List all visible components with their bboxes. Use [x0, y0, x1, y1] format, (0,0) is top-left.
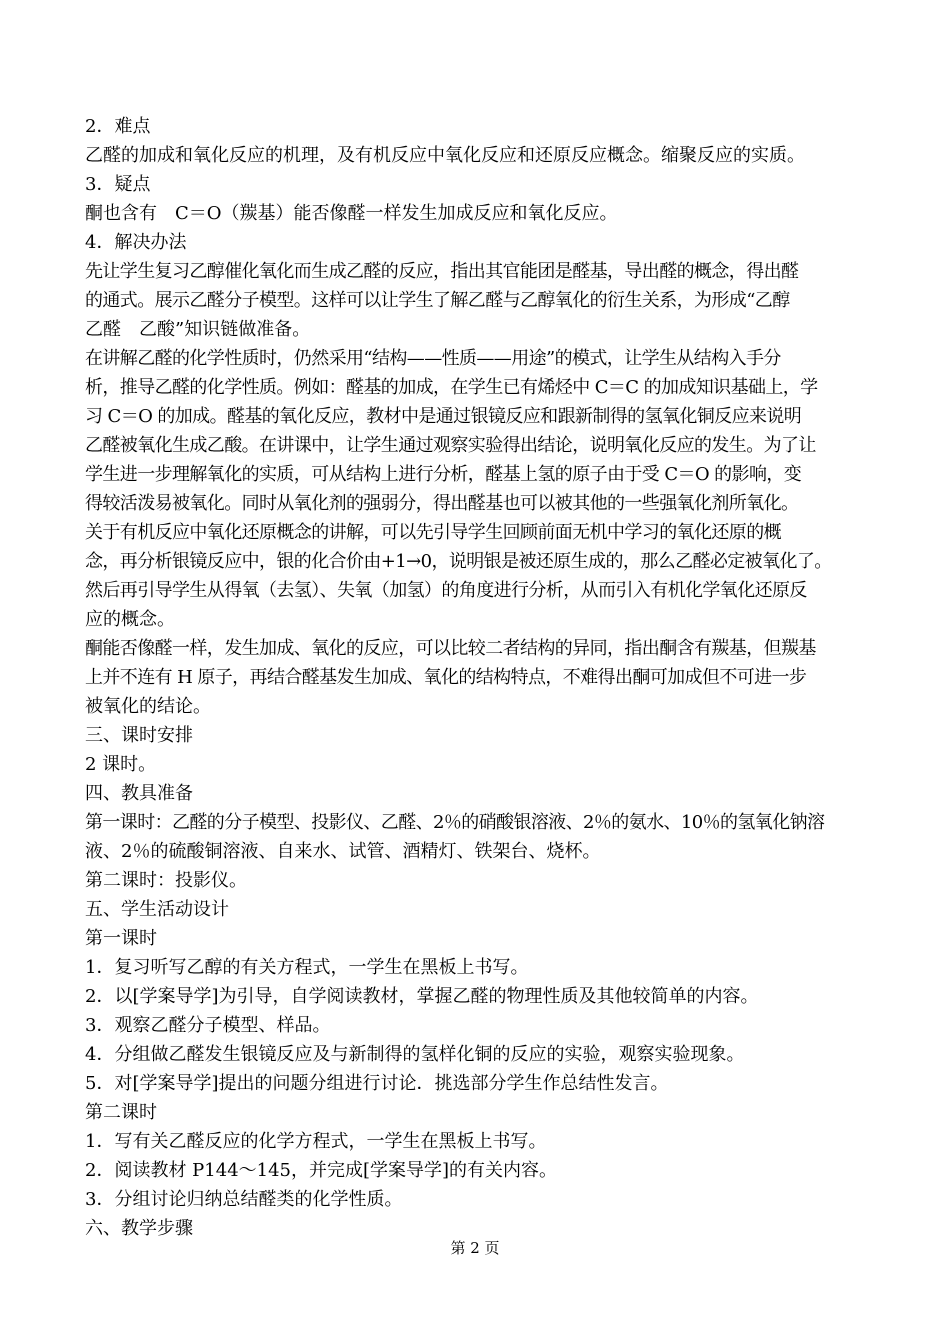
text-line: 酮也含有 C＝O（羰基）能否像醛一样发生加成反应和氧化反应。	[85, 203, 618, 224]
text-line: 2 课时。	[85, 754, 157, 775]
text-line: 的通式。展示乙醛分子模型。这样可以让学生了解乙醛与乙醇氧化的衍生关系，为形成“乙醇	[85, 290, 790, 311]
subsection-heading: 第一课时	[85, 928, 157, 949]
text-line: 乙醛被氧化生成乙酸。在讲课中，让学生通过观察实验得出结论，说明氧化反应的发生。为了让	[85, 435, 816, 456]
section-heading: 三、课时安排	[85, 725, 193, 746]
list-item: 2．以[学案导学]为引导，自学阅读教材，掌握乙醛的物理性质及其他较简单的内容。	[85, 986, 759, 1007]
list-item: 3．分组讨论归纳总结醛类的化学性质。	[85, 1189, 403, 1210]
document-body	[85, 112, 867, 1243]
list-item: 1．写有关乙醛反应的化学方程式，一学生在黑板上书写。	[85, 1131, 547, 1152]
text-line: 2．难点	[85, 116, 151, 137]
text-line: 习 C＝O 的加成。醛基的氧化反应，教材中是通过银镜反应和跟新制得的氢氧化铜反应来说明	[85, 406, 802, 427]
text-line: 乙醛 乙酸”知识链做准备。	[85, 319, 311, 340]
text-line: 第二课时：投影仪。	[85, 870, 247, 891]
text-line: 学生进一步理解氧化的实质，可从结构上进行分析，醛基上氢的原子由于受 C＝O 的影响，变	[85, 464, 802, 485]
text-line: 得较活泼易被氧化。同时从氧化剂的强弱分，得出醛基也可以被其他的一些强氧化剂所氧化。	[85, 493, 799, 514]
text-line: 析，推导乙醛的化学性质。例如：醛基的加成，在学生已有烯烃中 C＝C 的加成知识基础上，学	[85, 377, 818, 398]
text-line: 液、2％的硫酸铜溶液、自来水、试管、酒精灯、铁架台、烧杯。	[85, 841, 601, 862]
text-line: 关于有机反应中氧化还原概念的讲解，可以先引导学生回顾前面无机中学习的氧化还原的概	[85, 522, 781, 543]
section-heading: 五、学生活动设计	[85, 899, 229, 920]
text-line: 然后再引导学生从得氧（去氢）、失氧（加氢）的角度进行分析，从而引入有机化学氧化还原反	[85, 580, 807, 601]
text-line: 应的概念。	[85, 609, 175, 630]
text-line: 酮能否像醛一样，发生加成、氧化的反应，可以比较二者结构的异同，指出酮含有羰基，但羰基	[85, 638, 816, 659]
list-item: 1．复习听写乙醇的有关方程式，一学生在黑板上书写。	[85, 957, 529, 978]
list-item: 4．分组做乙醛发生银镜反应及与新制得的氢样化铜的反应的实验，观察实验现象。	[85, 1044, 745, 1065]
page-number: 第 2 页	[450, 1239, 500, 1257]
list-item: 5．对[学案导学]提出的问题分组进行讨论．挑选部分学生作总结性发言。	[85, 1073, 669, 1094]
section-heading: 四、教具准备	[85, 783, 193, 804]
list-item: 3．观察乙醛分子模型、样品。	[85, 1015, 331, 1036]
text-line: 被氧化的结论。	[85, 696, 211, 717]
section-heading: 六、教学步骤	[85, 1218, 193, 1239]
text-line: 4．解决办法	[85, 232, 187, 253]
text-line: 第一课时：乙醛的分子模型、投影仪、乙醛、2％的硝酸银溶液、2％的氨水、10％的氢氧化钠溶	[85, 812, 825, 833]
text-line: 在讲解乙醛的化学性质时，仍然采用“结构——性质——用途”的模式，让学生从结构入手分	[85, 348, 781, 369]
subsection-heading: 第二课时	[85, 1102, 157, 1123]
text-line: 上并不连有 H 原子，再结合醛基发生加成、氧化的结构特点，不难得出酮可加成但不可进一步	[85, 667, 807, 688]
list-item: 2．阅读教材 P144～145，并完成[学案导学]的有关内容。	[85, 1160, 558, 1181]
text-line: 3．疑点	[85, 174, 151, 195]
text-line: 先让学生复习乙醇催化氧化而生成乙醛的反应，指出其官能团是醛基，导出醛的概念，得出醛	[85, 261, 799, 282]
text-line: 念，再分析银镜反应中，银的化合价由+1→0，说明银是被还原生成的，那么乙醛必定被氧化了。	[85, 551, 832, 572]
text-line: 乙醛的加成和氧化反应的机理，及有机反应中氧化反应和还原反应概念。缩聚反应的实质。	[85, 145, 805, 166]
